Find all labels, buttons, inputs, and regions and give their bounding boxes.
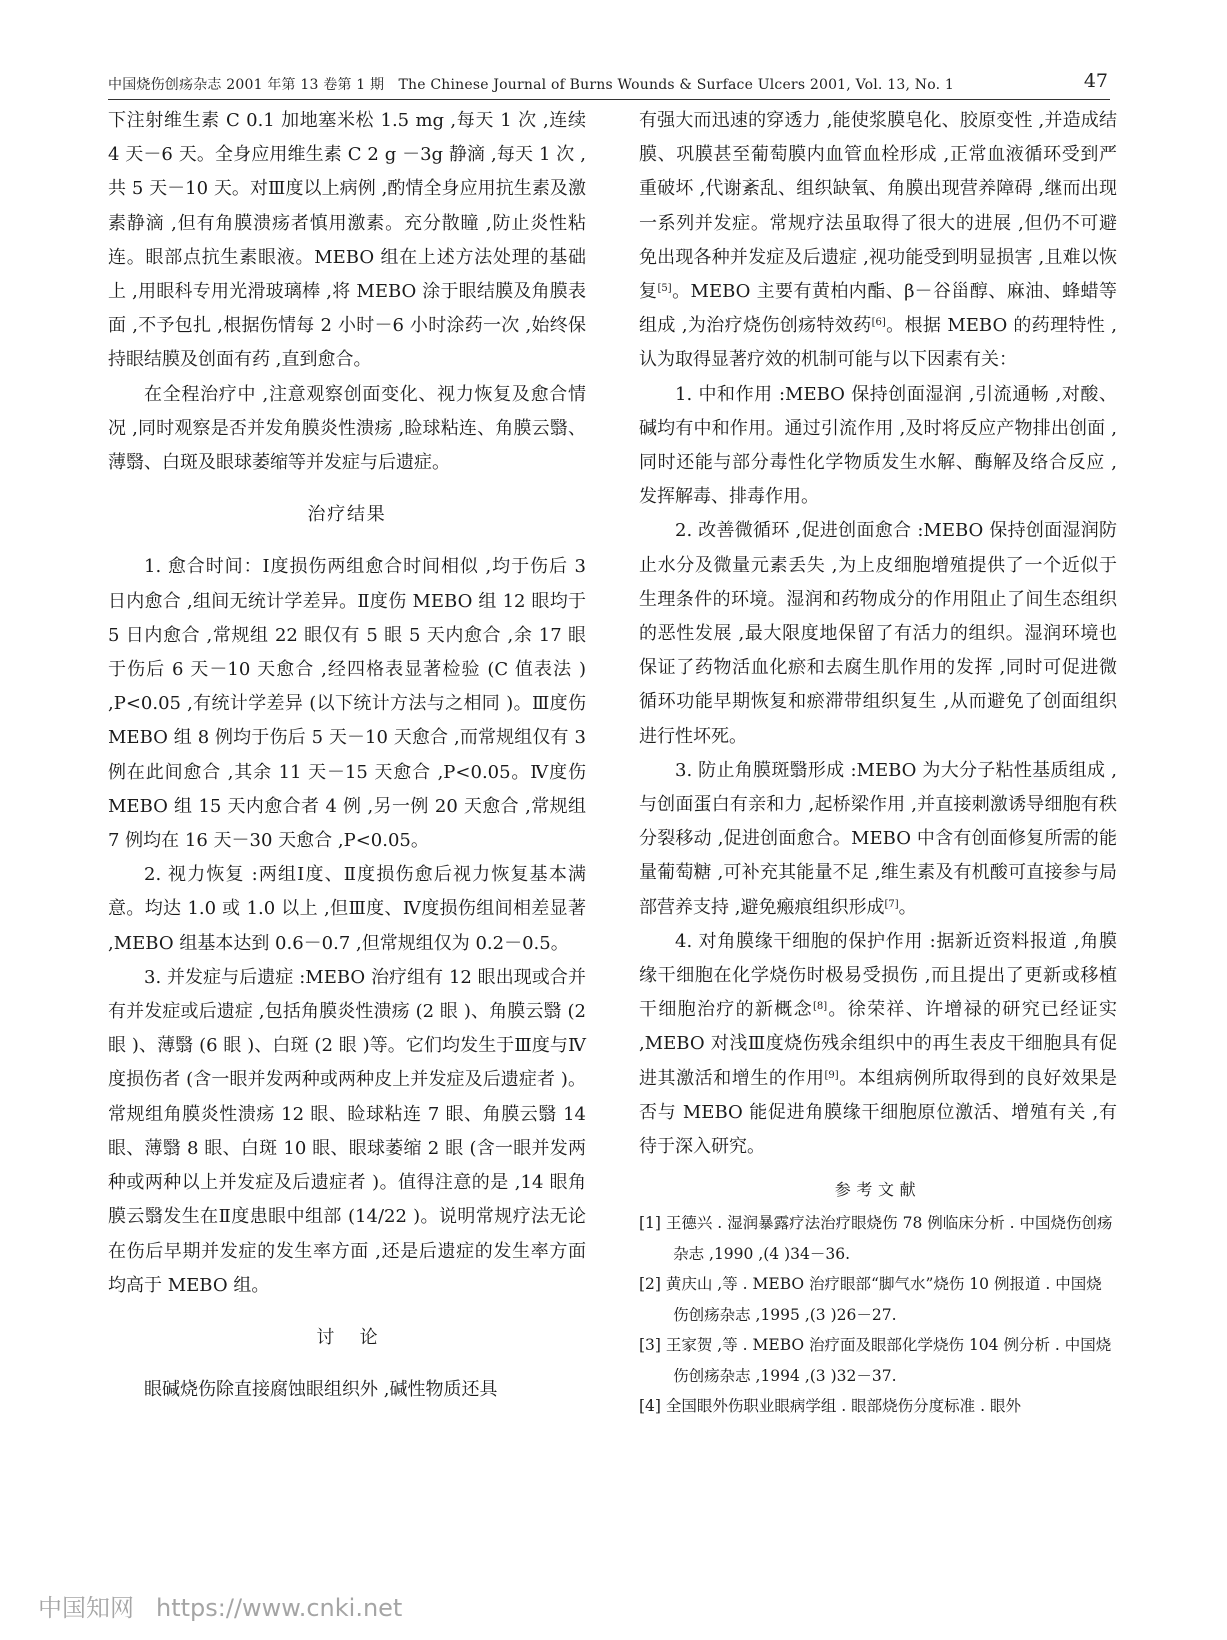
cnki-watermark xyxy=(38,1588,402,1623)
page-number: 47 xyxy=(1083,70,1108,92)
watermark-site-name: 中国知网 xyxy=(38,1594,134,1622)
vision-recovery-paragraph: 2. 视力恢复 :两组Ⅰ度、Ⅱ度损伤愈后视力恢复基本满意。均达 1.0 或 1.0 以上 ,但Ⅲ度、Ⅳ度损伤组间相差显著 ,MEBO 组基本达到 0.6－0.7 ,但常规组仅为 0.2－0.5。 xyxy=(108,864,586,954)
discussion-paragraph-start: 眼碱烧伤除直接腐蚀眼组织外 ,碱性物质还具 xyxy=(144,1379,498,1401)
citation: [8] xyxy=(812,1001,828,1013)
citation: [9] xyxy=(824,1069,839,1081)
citation: [7] xyxy=(884,898,899,910)
references-heading: 参考文献 xyxy=(834,1180,922,1200)
citation: [6] xyxy=(871,317,886,329)
journal-title: 中国烧伤创疡杂志 2001 年第 13 卷第 1 期 The Chinese Journal of Burns Wounds & Surface Ulcers 2001, Vol. 13, No. 1 xyxy=(108,77,954,93)
running-header xyxy=(108,70,1108,96)
corneal-opacity-paragraph: 3. 防止角膜斑翳形成 :MEBO 为大分子粘性基质组成 ,与创面蛋白有亲和力 ,起桥梁作用 ,并直接刺激诱导细胞有秩分裂移动 ,促进创面愈合。MEBO 中含有创面修复所需的能量葡萄糖 ,可补充其能量不足 ,维生素及有机酸可直接参与局部营养支持 ,避免瘢痕组织形成[7]。 xyxy=(639,759,1117,918)
reference-item: [4] 全国眼外伤职业眼病学组 . 眼部烧伤分度标准 . 眼外 xyxy=(639,1397,1021,1416)
stem-cell-paragraph: 4. 对角膜缘干细胞的保护作用 :据新近资料报道 ,角膜缘干细胞在化学烧伤时极易受损伤 ,而且提出了更新或移植干细胞治疗的新概念[8]。徐荣祥、许增禄的研究已经证实 ,MEBO 对浅Ⅲ度烧伤残余组织中的再生表皮干细胞具有促进其激活和增生的作用[9]。本组病例所取得到的良好效果是否与 MEBO 能促进角膜缘干细胞原位激活、增殖有关 ,有待于深入研究。 xyxy=(639,930,1118,1158)
reference-item: [3] 王家贺 ,等 . MEBO 治疗面及眼部化学烧伤 104 例分析 . 中国烧伤创疡杂志 ,1994 ,(3 )32－37. xyxy=(639,1336,1112,1385)
right-column xyxy=(639,104,1117,1422)
header-rule xyxy=(108,99,1110,100)
watermark-url: https://www.cnki.net xyxy=(156,1594,403,1622)
microcirculation-paragraph: 2. 改善微循环 ,促进创面愈合 :MEBO 保持创面湿润防止水分及微量元素丢失 ,为上皮细胞增殖提供了一个近似于生理条件的环境。湿润和药物成分的作用阻止了间生态组织的恶性发展 ,最大限度地保留了有活力的组织。湿润环境也保证了药物活血化瘀和去腐生肌作用的发挥 ,同时可促进微循环功能早期恢复和瘀滞带组织复生 ,从而避免了创面组织进行性坏死。 xyxy=(639,520,1117,747)
observation-paragraph: 在全程治疗中 ,注意观察创面变化、视力恢复及愈合情况 ,同时观察是否并发角膜炎性溃疡 ,睑球粘连、角膜云翳、薄翳、白斑及眼球萎缩等并发症与后遗症。 xyxy=(108,383,586,474)
section-heading-discussion: 讨论 xyxy=(316,1326,403,1348)
left-column xyxy=(108,104,586,1407)
complications-paragraph: 3. 并发症与后遗症 :MEBO 治疗组有 12 眼出现或合并有并发症或后遗症 ,包括角膜炎性溃疡 (2 眼 )、角膜云翳 (2 眼 )、薄翳 (6 眼 )、白斑 (2 眼 )等。它们均发生于Ⅲ度与Ⅳ度损伤者 (含一眼并发两种或两种皮上并发症及后遗症者 )。常规组角膜炎性溃疡 12 眼、睑球粘连 7 眼、角膜云翳 14 眼、薄翳 8 眼、白斑 10 眼、眼球萎缩 2 眼 (含一眼并发两种或两种以上并发症及后遗症者 )。值得注意的是 ,14 眼角膜云翳发生在Ⅱ度患眼中组部 (14/22 )。说明常规疗法无论在伤后早期并发症的发生率方面 ,还是后遗症的发生率方面均高于 MEBO 组。 xyxy=(108,966,586,1296)
treatment-method-paragraph: 下注射维生素 C 0.1 加地塞米松 1.5 mg ,每天 1 次 ,连续 4 天－6 天。全身应用维生素 C 2 g －3g 静滴 ,每天 1 次 ,共 5 天－10 天。对Ⅲ度以上病例 ,酌情全身应用抗生素及激素静滴 ,但有角膜溃疡者慎用激素。充分散瞳 ,防止炎性粘连。眼部点抗生素眼液。MEBO 组在上述方法处理的基础上 ,用眼科专用光滑玻璃棒 ,将 MEBO 涂于眼结膜及角膜表面 ,不予包扎 ,根据伤情每 2 小时－6 小时涂药一次 ,始终保持眼结膜及创面有药 ,直到愈合。 xyxy=(108,110,586,371)
discussion-paragraph-continued: 有强大而迅速的穿透力 ,能使浆膜皂化、胶原变性 ,并造成结膜、巩膜甚至葡萄膜内血管血栓形成 ,正常血液循环受到严重破坏 ,代谢紊乱、组织缺氧、角膜出现营养障碍 ,继而出现一系列并发症。常规疗法虽取得了很大的进展 ,但仍不可避免出现各种并发症及后遗症 ,视功能受到明显损害 ,且难以恢复[5]。MEBO 主要有黄柏内酯、β－谷甾醇、麻油、蜂蜡等组成 ,为治疗烧伤创疡特效药[6]。根据 MEBO 的药理特性 ,认为取得显著疗效的机制可能与以下因素有关： xyxy=(639,110,1118,371)
citation: [5] xyxy=(657,283,672,295)
section-heading-results: 治疗结果 xyxy=(307,504,387,526)
neutralization-paragraph: 1. 中和作用 :MEBO 保持创面湿润 ,引流通畅 ,对酸、碱均有中和作用。通过引流作用 ,及时将反应产物排出创面 ,同时还能与部分毒性化学物质发生水解、酶解及络合反应 ,发挥解毒、排毒作用。 xyxy=(639,383,1117,508)
reference-item: [2] 黄庆山 ,等 . MEBO 治疗眼部“脚气水”烧伤 10 例报道 . 中国烧伤创疡杂志 ,1995 ,(3 )26－27. xyxy=(639,1275,1102,1324)
healing-time-paragraph: 1. 愈合时间：Ⅰ度损伤两组愈合时间相似 ,均于伤后 3 日内愈合 ,组间无统计学差异。Ⅱ度伤 MEBO 组 12 眼均于 5 日内愈合 ,常规组 22 眼仅有 5 眼 5 天内愈合 ,余 17 眼于伤后 6 天－10 天愈合 ,经四格表显著检验 (C 值表法 ) ,P<0.05 ,有统计学差异 (以下统计方法与之相同 )。Ⅲ度伤 MEBO 组 8 例均于伤后 5 天－10 天愈合 ,而常规组仅有 3 例在此间愈合 ,其余 11 天－15 天愈合 ,P<0.05。Ⅳ度伤 MEBO 组 15 天内愈合者 4 例 ,另一例 20 天愈合 ,常规组 7 例均在 16 天－30 天愈合 ,P<0.05。 xyxy=(108,556,586,852)
reference-item: [1] 王德兴 . 湿润暴露疗法治疗眼烧伤 78 例临床分析 . 中国烧伤创疡杂志 ,1990 ,(4 )34－36. xyxy=(639,1214,1113,1263)
